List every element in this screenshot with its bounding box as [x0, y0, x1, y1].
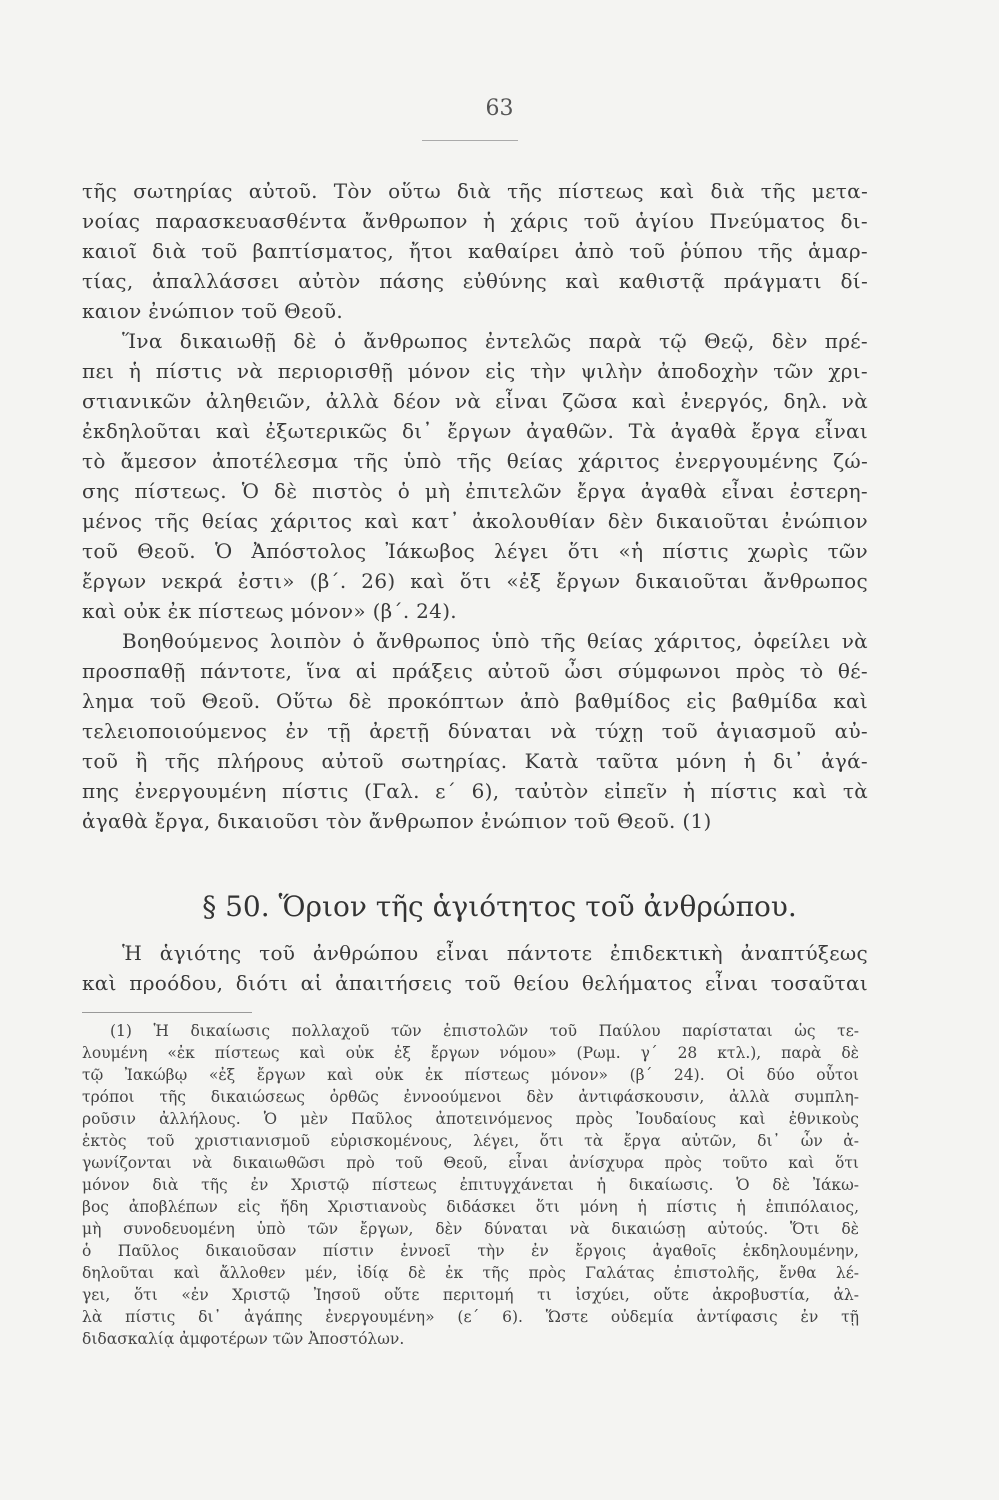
footnote [82, 1020, 859, 1350]
text-line: τίας, ἀπαλλάσσει αὐτὸν πάσης εὐθύνης καὶ καθιστᾷ πράγματι δί- [82, 269, 868, 293]
text-line: ἐκδηλοῦται καὶ ἐξωτερικῶς δι᾽ ἔργων ἀγαθῶν. Τὰ ἀγαθὰ ἔργα εἶναι [82, 419, 868, 443]
footnote-line: διδασκαλίᾳ ἀμφοτέρων τῶν Ἀποστόλων. [82, 1330, 405, 1348]
text-line: νοίας παρασκευασθέντα ἄνθρωπον ἡ χάρις τοῦ ἁγίου Πνεύματος δι- [82, 209, 868, 233]
footnote-rule [82, 1012, 252, 1013]
text-line: τοῦ ἢ τῆς πλήρους αὐτοῦ σωτηρίας. Κατὰ ταῦτα μόνη ἡ δι᾽ ἀγά- [82, 749, 868, 773]
text-line: Ἵνα δικαιωθῇ δὲ ὁ ἄνθρωπος ἐντελῶς παρὰ τῷ Θεῷ, δὲν πρέ- [122, 329, 868, 353]
paragraph-3 [82, 626, 868, 836]
text-line: Ἡ ἁγιότης τοῦ ἀνθρώπου εἶναι πάντοτε ἐπιδεκτικὴ ἀναπτύξεως [122, 941, 868, 965]
footnote-line: λὰ πίστις δι᾽ ἀγάπης ἐνεργουμένη» (ε΄ 6). Ὥστε οὐδεμία ἀντίφασις ἐν τῇ [82, 1308, 859, 1326]
footnote-line: δηλοῦται καὶ ἄλλοθεν μέν, ἰδίᾳ δὲ ἐκ τῆς πρὸς Γαλάτας ἐπιστολῆς, ἔνθα λέ- [82, 1264, 859, 1282]
footnote-line: (1) Ἡ δικαίωσις πολλαχοῦ τῶν ἐπιστολῶν τοῦ Παύλου παρίσταται ὡς τε- [110, 1022, 859, 1040]
paragraph-2 [82, 326, 868, 626]
text-line: στιανικῶν ἀληθειῶν, ἀλλὰ δέον νὰ εἶναι ζῶσα καὶ ἐνεργός, δηλ. νὰ [82, 389, 868, 413]
text-line: καὶ οὐκ ἐκ πίστεως μόνον» (β΄. 24). [82, 599, 457, 623]
text-line: τὸ ἄμεσον ἀποτέλεσμα τῆς ὑπὸ τῆς θείας χάριτος ἐνεργουμένης ζώ- [82, 449, 868, 473]
footnote-line: γει, ὅτι «ἐν Χριστῷ Ἰησοῦ οὔτε περιτομή τι ἰσχύει, οὔτε ἀκροβυστία, ἀλ- [82, 1286, 859, 1304]
text-line: ἀγαθὰ ἔργα, δικαιοῦσι τὸν ἄνθρωπον ἐνώπιον τοῦ Θεοῦ. (1) [82, 809, 712, 833]
text-line: τοῦ Θεοῦ. Ὁ Ἀπόστολος Ἰάκωβος λέγει ὅτι «ἡ πίστις χωρὶς τῶν [82, 539, 868, 563]
footnote-line: μὴ συνοδευομένη ὑπὸ τῶν ἔργων, δὲν δύναται νὰ δικαιώσῃ αὐτούς. Ὅτι δὲ [82, 1220, 859, 1238]
text-line: σης πίστεως. Ὁ δὲ πιστὸς ὁ μὴ ἐπιτελῶν ἔργα ἀγαθὰ εἶναι ἐστερη- [82, 479, 868, 503]
footnote-line: ἐκτὸς τοῦ χριστιανισμοῦ εὑρισκομένους, λέγει, ὅτι τὰ ἔργα αὐτῶν, δι᾽ ὧν ἀ- [82, 1132, 859, 1150]
paragraph-1 [82, 176, 868, 326]
text-line: καὶ προόδου, διότι αἱ ἀπαιτήσεις τοῦ θείου θελήματος εἶναι τοσαῦται [82, 971, 868, 995]
footnote-line: μόνον διὰ τῆς ἐν Χριστῷ πίστεως ἐπιτυγχάνεται ἡ δικαίωσις. Ὁ δὲ Ἰάκω- [82, 1176, 859, 1194]
section-title: § 50. Ὅριον τῆς ἁγιότητος τοῦ ἀνθρώπου. [202, 890, 797, 923]
footnote-line: ροῦσιν ἀλλήλους. Ὁ μὲν Παῦλος ἀποτεινόμενος πρὸς Ἰουδαίους καὶ ἐθνικοὺς [82, 1110, 859, 1128]
text-line: πης ἐνεργουμένη πίστις (Γαλ. ε΄ 6), ταὐτὸν εἰπεῖν ἡ πίστις καὶ τὰ [82, 779, 868, 803]
text-line: λημα τοῦ Θεοῦ. Οὕτω δὲ προκόπτων ἀπὸ βαθμίδος εἰς βαθμίδα καὶ [82, 689, 868, 713]
text-line: πει ἡ πίστις νὰ περιορισθῇ μόνον εἰς τὴν ψιλὴν ἀποδοχὴν τῶν χρι- [82, 359, 868, 383]
section-body [82, 938, 868, 998]
footnote-line: γωνίζονται νὰ δικαιωθῶσι πρὸ τοῦ Θεοῦ, εἶναι ἀνίσχυρα πρὸς τοῦτο καὶ ὅτι [82, 1154, 859, 1172]
footnote-line: ὁ Παῦλος δικαιοῦσαν πίστιν ἐννοεῖ τὴν ἐν ἔργοις ἀγαθοῖς ἐκδηλουμένην, [82, 1242, 859, 1260]
header-rule [422, 140, 518, 141]
text-line: τῆς σωτηρίας αὐτοῦ. Τὸν οὕτω διὰ τῆς πίστεως καὶ διὰ τῆς μετα- [82, 179, 868, 203]
text-line: καιοῖ διὰ τοῦ βαπτίσματος, ἤτοι καθαίρει ἀπὸ τοῦ ῥύπου τῆς ἁμαρ- [82, 239, 868, 263]
text-line: καιον ἐνώπιον τοῦ Θεοῦ. [82, 299, 343, 323]
text-line: προσπαθῇ πάντοτε, ἵνα αἱ πράξεις αὐτοῦ ὦσι σύμφωνοι πρὸς τὸ θέ- [82, 659, 868, 683]
text-line: μένος τῆς θείας χάριτος καὶ κατ᾽ ἀκολουθίαν δὲν δικαιοῦται ἐνώπιον [82, 509, 868, 533]
footnote-line: λουμένη «ἐκ πίστεως καὶ οὐκ ἐξ ἔργων νόμου» (Ρωμ. γ΄ 28 κτλ.), παρὰ δὲ [82, 1044, 859, 1062]
page-number: 63 [485, 96, 514, 121]
footnote-line: βος ἀποβλέπων εἰς ἤδη Χριστιανοὺς διδάσκει ὅτι μόνη ἡ πίστις ἡ ἐπιπόλαιος, [82, 1198, 859, 1216]
text-line: ἔργων νεκρά ἐστι» (β΄. 26) καὶ ὅτι «ἐξ ἔργων δικαιοῦται ἄνθρωπος [82, 569, 868, 593]
text-line: τελειοποιούμενος ἐν τῇ ἀρετῇ δύναται νὰ τύχῃ τοῦ ἁγιασμοῦ αὐ- [82, 719, 868, 743]
body-text [82, 176, 868, 836]
text-line: Βοηθούμενος λοιπὸν ὁ ἄνθρωπος ὑπὸ τῆς θείας χάριτος, ὀφείλει νὰ [122, 629, 868, 653]
footnote-line: τῷ Ἰακώβῳ «ἐξ ἔργων καὶ οὐκ ἐκ πίστεως μόνον» (β΄ 24). Οἱ δύο οὗτοι [82, 1066, 859, 1084]
footnote-line: τρόποι τῆς δικαιώσεως ὀρθῶς ἐννοούμενοι δὲν ἀντιφάσκουσιν, ἀλλὰ συμπλη- [82, 1088, 859, 1106]
